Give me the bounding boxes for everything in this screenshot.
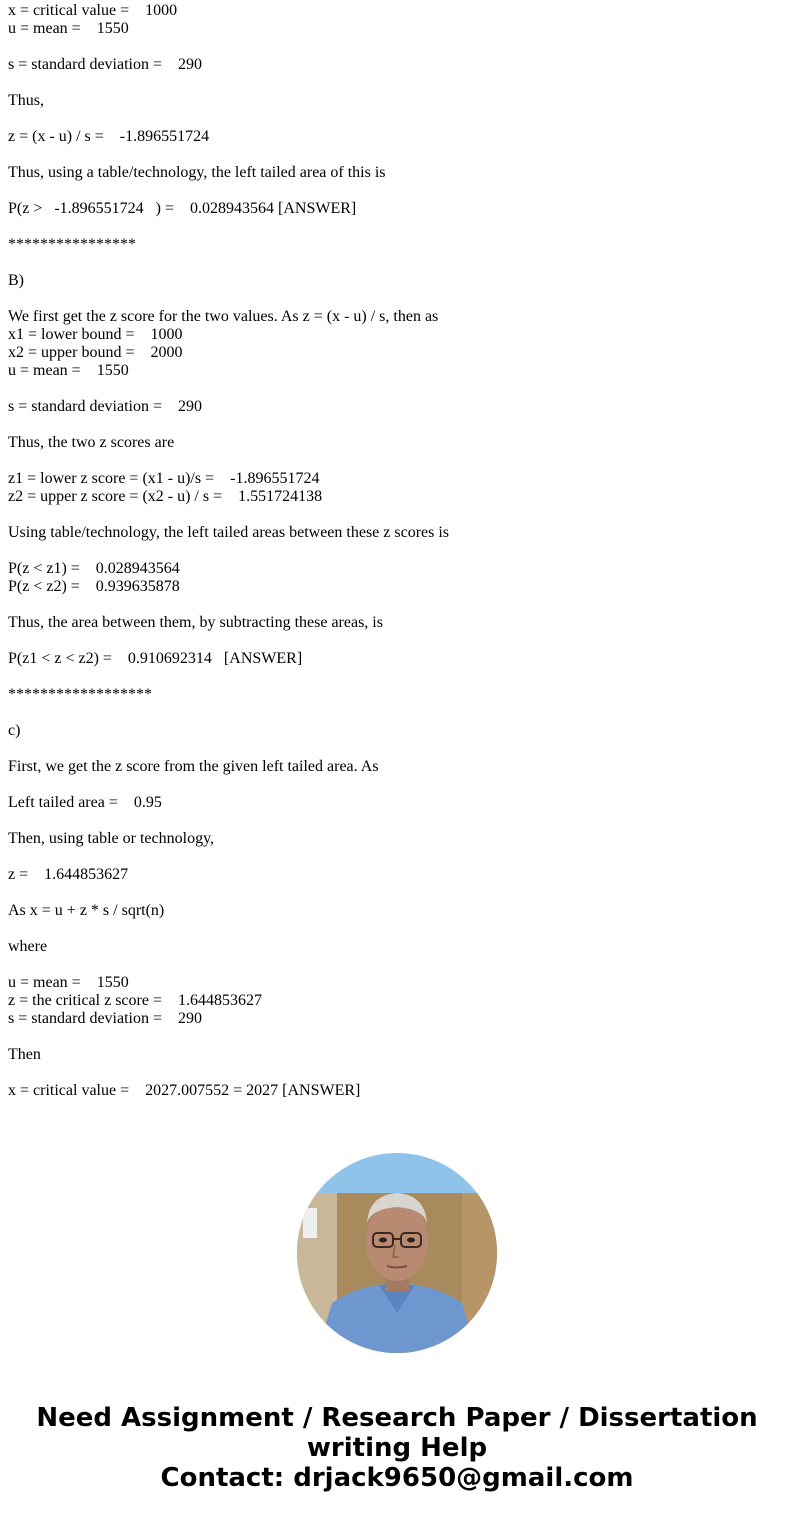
blank-line (8, 776, 786, 794)
blank-line (8, 704, 786, 722)
text-line: z = (x - u) / s = -1.896551724 (8, 128, 210, 145)
blank-line (8, 290, 786, 308)
text-line: P(z < z2) = 0.939635878 (8, 578, 180, 595)
blank-line (8, 254, 786, 272)
text-line: Thus, (8, 92, 44, 109)
promo-line-1: Need Assignment / Research Paper / Dissertation (36, 1403, 758, 1433)
text-line: P(z < z1) = 0.028943564 (8, 560, 180, 577)
blank-line (8, 182, 786, 200)
blank-line (8, 146, 786, 164)
blank-line (8, 380, 786, 398)
text-line: First, we get the z score from the given left tailed area. As (8, 758, 379, 775)
text-line: z = the critical z score = 1.644853627 (8, 992, 262, 1009)
blank-line (8, 110, 786, 128)
text-line: Left tailed area = 0.95 (8, 794, 162, 811)
text-line: x2 = upper bound = 2000 (8, 344, 183, 361)
text-line: x = critical value = 1000 (8, 2, 178, 19)
text-line: We first get the z score for the two values. As z = (x - u) / s, then as (8, 308, 439, 325)
promo-footer (0, 1403, 794, 1493)
text-line: z = 1.644853627 (8, 866, 129, 883)
contact-line: Contact: drjack9650@gmail.com (160, 1463, 634, 1493)
text-line: z2 = upper z score = (x2 - u) / s = 1.551724138 (8, 488, 323, 505)
blank-line (8, 956, 786, 974)
text-line: c) (8, 722, 21, 739)
blank-line (8, 218, 786, 236)
text-line: Thus, the two z scores are (8, 434, 175, 451)
text-line: s = standard deviation = 290 (8, 1010, 203, 1027)
blank-line (8, 506, 786, 524)
blank-line (8, 38, 786, 56)
text-line: Then (8, 1046, 41, 1063)
text-line: **************** (8, 236, 136, 253)
text-line: x = critical value = 2027.007552 = 2027 [ANSWER] (8, 1082, 361, 1099)
blank-line (8, 452, 786, 470)
promo-line-2: writing Help (306, 1433, 488, 1463)
text-line: u = mean = 1550 (8, 974, 129, 991)
text-line: where (8, 938, 48, 955)
text-line: Using table/technology, the left tailed areas between these z scores is (8, 524, 450, 541)
blank-line (8, 848, 786, 866)
text-line: s = standard deviation = 290 (8, 56, 203, 73)
text-line: P(z > -1.896551724 ) = 0.028943564 [ANSWER] (8, 200, 357, 217)
text-line: B) (8, 272, 24, 289)
blank-line (8, 542, 786, 560)
text-line: s = standard deviation = 290 (8, 398, 203, 415)
text-line: Thus, using a table/technology, the left tailed area of this is (8, 164, 386, 181)
blank-line (8, 668, 786, 686)
blank-line (8, 1028, 786, 1046)
blank-line (8, 884, 786, 902)
text-line: u = mean = 1550 (8, 362, 129, 379)
blank-line (8, 74, 786, 92)
text-line: As x = u + z * s / sqrt(n) (8, 902, 165, 919)
text-line: x1 = lower bound = 1000 (8, 326, 183, 343)
blank-line (8, 812, 786, 830)
text-line: Then, using table or technology, (8, 830, 215, 847)
text-line: z1 = lower z score = (x1 - u)/s = -1.896551724 (8, 470, 320, 487)
author-photo (297, 1153, 497, 1353)
blank-line (8, 1064, 786, 1082)
author-avatar (297, 1153, 497, 1353)
text-line: Thus, the area between them, by subtracting these areas, is (8, 614, 383, 631)
text-line: u = mean = 1550 (8, 20, 129, 37)
blank-line (8, 740, 786, 758)
text-line: P(z1 < z < z2) = 0.910692314 [ANSWER] (8, 650, 303, 667)
blank-line (8, 920, 786, 938)
blank-line (8, 596, 786, 614)
text-line: ****************** (8, 686, 152, 703)
blank-line (8, 416, 786, 434)
blank-line (8, 632, 786, 650)
